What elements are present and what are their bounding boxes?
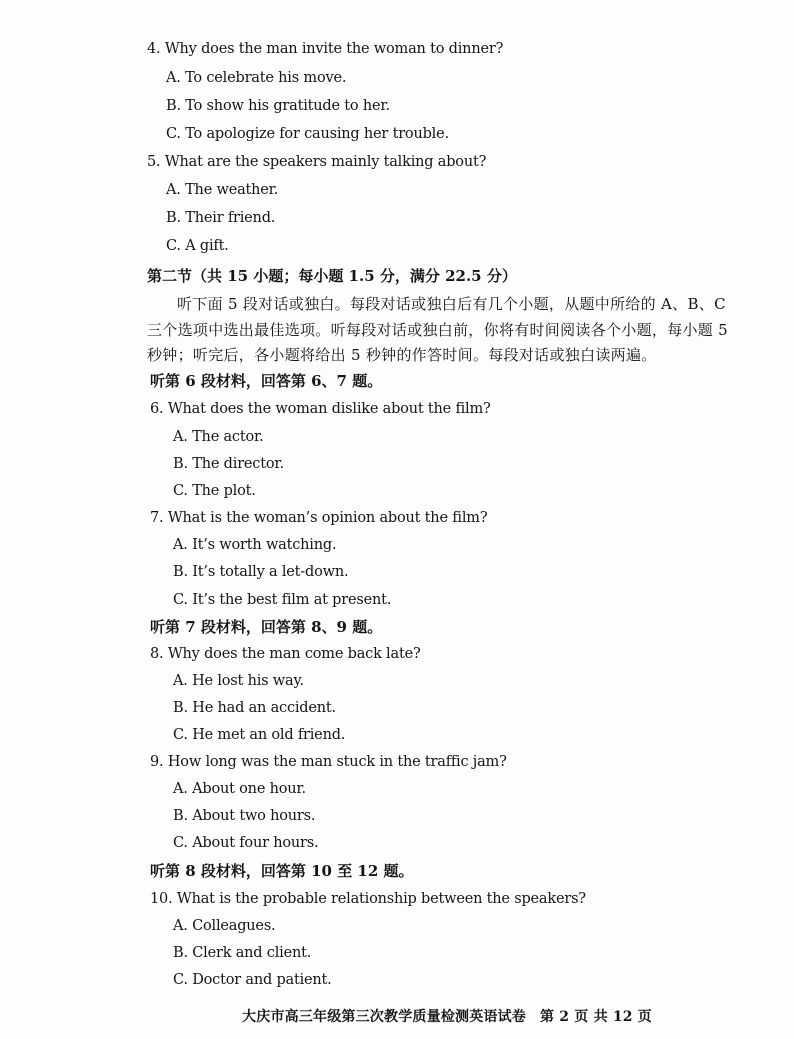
question-5-option-c: C. A gift. <box>166 238 229 254</box>
question-7-stem: 7. What is the woman’s opinion about the film? <box>150 510 488 526</box>
question-8-option-a: A. He lost his way. <box>173 673 304 689</box>
question-7-option-b: B. It’s totally a let-down. <box>173 564 349 580</box>
section-2-intro-line-1: 听下面 5 段对话或独白。每段对话或独白后有几个小题，从题中所给的 A、B、C <box>177 295 726 313</box>
question-6-option-a: A. The actor. <box>173 429 264 445</box>
section-2-intro-line-2: 三个选项中选出最佳选项。听每段对话或独白前，你将有时间阅读各个小题，每小题 5 <box>147 321 729 339</box>
question-8-stem: 8. Why does the man come back late? <box>150 646 421 662</box>
question-10-stem: 10. What is the probable relationship between the speakers? <box>150 891 586 907</box>
material-6-heading: 听第 6 段材料，回答第 6、7 题。 <box>150 372 383 390</box>
footer-page-number: 第 2 页 共 12 页 <box>540 1009 652 1025</box>
question-9-option-b: B. About two hours. <box>173 808 316 824</box>
question-7-option-c: C. It’s the best film at present. <box>173 592 392 608</box>
question-10-option-a: A. Colleagues. <box>173 918 276 934</box>
question-4-option-c: C. To apologize for causing her trouble. <box>166 126 449 142</box>
question-8-option-c: C. He met an old friend. <box>173 727 346 743</box>
material-8-heading: 听第 8 段材料，回答第 10 至 12 题。 <box>150 862 414 880</box>
question-8-option-b: B. He had an accident. <box>173 700 336 716</box>
page-footer <box>242 1006 666 1026</box>
question-5-stem: 5. What are the speakers mainly talking about? <box>147 154 487 170</box>
question-10-option-c: C. Doctor and patient. <box>173 972 332 988</box>
question-4-option-b: B. To show his gratitude to her. <box>166 98 390 114</box>
question-9-stem: 9. How long was the man stuck in the traffic jam? <box>150 754 507 770</box>
question-6-stem: 6. What does the woman dislike about the film? <box>150 401 491 417</box>
question-6-option-c: C. The plot. <box>173 483 256 499</box>
question-9-option-c: C. About four hours. <box>173 835 319 851</box>
question-7-option-a: A. It’s worth watching. <box>173 537 337 553</box>
question-6-option-b: B. The director. <box>173 456 284 472</box>
question-4-option-a: A. To celebrate his move. <box>166 70 347 86</box>
material-7-heading: 听第 7 段材料，回答第 8、9 题。 <box>150 618 383 636</box>
question-5-option-b: B. Their friend. <box>166 210 276 226</box>
footer-exam-title: 大庆市高三年级第三次教学质量检测英语试卷 <box>242 1009 526 1025</box>
question-9-option-a: A. About one hour. <box>173 781 306 797</box>
section-2-heading: 第二节（共 15 小题；每小题 1.5 分，满分 22.5 分） <box>147 267 517 285</box>
question-10-option-b: B. Clerk and client. <box>173 945 312 961</box>
question-4-stem: 4. Why does the man invite the woman to dinner? <box>147 41 504 57</box>
question-5-option-a: A. The weather. <box>166 182 279 198</box>
section-2-intro-line-3: 秒钟；听完后，各小题将给出 5 秒钟的作答时间。每段对话或独白读两遍。 <box>147 346 657 364</box>
